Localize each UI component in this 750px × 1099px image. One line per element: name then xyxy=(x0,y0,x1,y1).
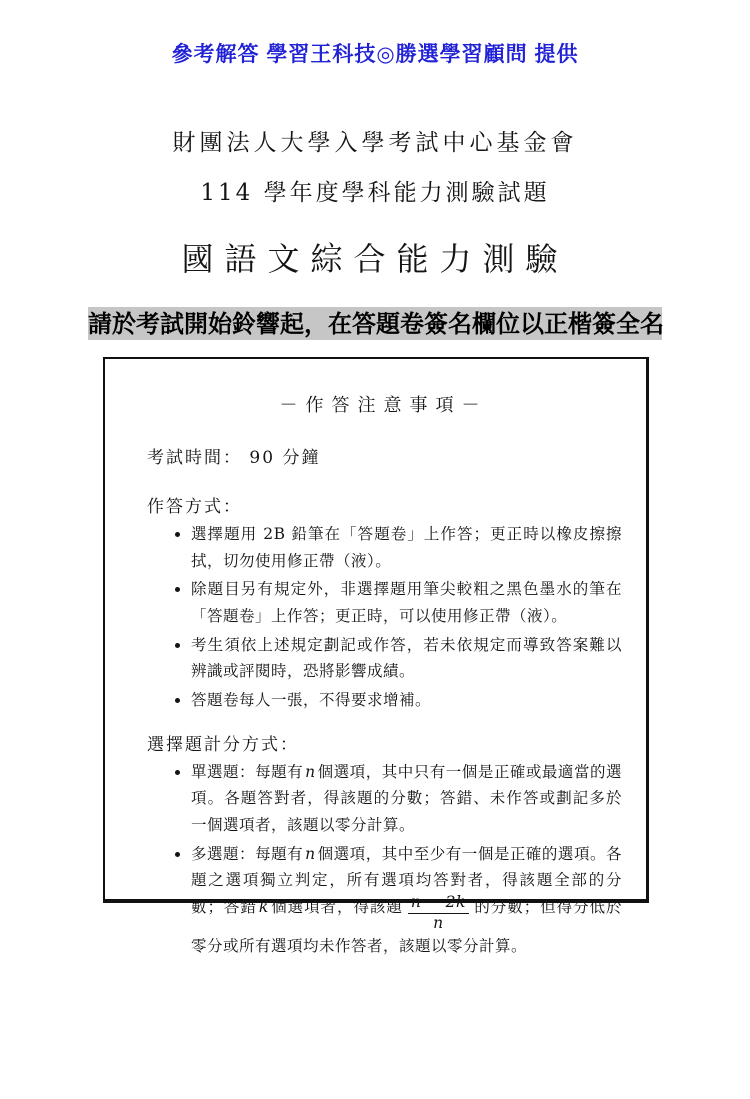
notice-box-heading: －作答注意事項－ xyxy=(279,395,488,416)
answer-method-item: • 答題卷每人一張，不得要求增補。 xyxy=(191,687,622,714)
scoring-method-list xyxy=(145,759,622,960)
multi-scoring-text: 多選題：每題有 xyxy=(191,844,304,863)
multi-scoring-text: 的分數；但得分低於零分或所有選項均未作答者，該題以零分計算。 xyxy=(191,897,622,955)
answer-method-list xyxy=(145,521,622,714)
provider-credit-line: 參考解答 學習王科技◎勝選學習顧問 提供 xyxy=(171,43,579,66)
single-scoring-text: 單選題：每題有 xyxy=(191,762,304,781)
exam-time-line: 考試時間： 90 分鐘 xyxy=(147,448,321,468)
score-fraction xyxy=(408,894,469,933)
answer-notice-box xyxy=(103,357,649,955)
variable-n: n xyxy=(305,844,316,863)
organization-title: 財團法人大學入學考試中心基金會 xyxy=(172,130,578,156)
subject-title: 國語文綜合能力測驗 xyxy=(181,240,569,278)
single-choice-scoring-item xyxy=(191,759,622,839)
single-scoring-text: 個選項，其中只有一個是正確或最適當的選項。各題答對者，得該題的分數；答錯、未作答或劃記多於一個選項者，該題以零分計算。 xyxy=(191,762,622,834)
exam-year-title: 114 學年度學科能力測驗試題 xyxy=(200,180,550,206)
variable-k: k xyxy=(258,897,269,916)
fraction-denominator: n xyxy=(433,914,444,933)
variable-n: n xyxy=(305,762,316,781)
multi-choice-scoring-item xyxy=(191,841,622,960)
answer-method-item: • 選擇題用 2B 鉛筆在「答題卷」上作答；更正時以橡皮擦擦拭，切勿使用修正帶（液）。 xyxy=(191,521,622,574)
multi-scoring-text: 個選項者，得該題 xyxy=(270,897,403,916)
signature-instruction-banner: 請於考試開始鈴響起，在答題卷簽名欄位以正楷簽全名 xyxy=(88,309,664,338)
multi-scoring-text: 個選項，其中至少有一個是正確的選項。各題之選項獨立判定，所有選項均答對者，得該題全部的分數；答錯 xyxy=(191,844,622,916)
answer-method-title: 作答方式： xyxy=(147,497,242,517)
fraction-numerator: n − 2k xyxy=(408,894,469,914)
scoring-method-title: 選擇題計分方式： xyxy=(147,734,299,755)
answer-method-item: • 考生須依上述規定劃記或作答，若未依規定而導致答案難以辨識或評閱時，恐將影響成績。 xyxy=(191,632,622,685)
answer-method-item: • 除題目另有規定外，非選擇題用筆尖較粗之黑色墨水的筆在「答題卷」上作答；更正時，可以使用修正帶（液）。 xyxy=(191,576,622,629)
